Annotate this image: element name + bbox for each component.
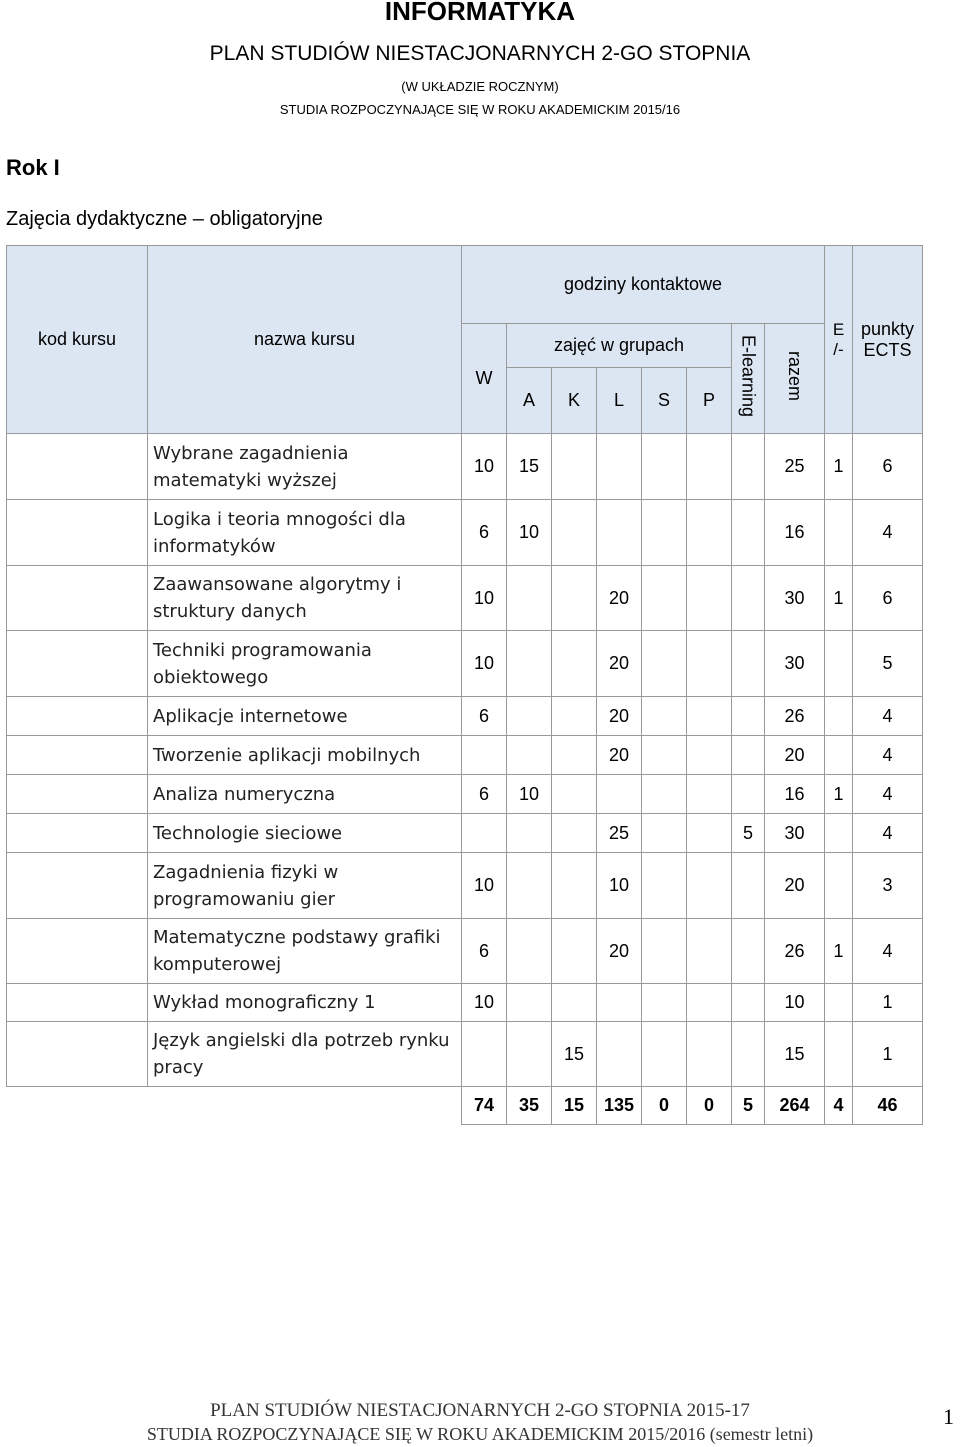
table-row [7,566,923,631]
cell-w: 10 [462,984,507,1022]
cell-l: 20 [597,736,642,775]
table-row [7,434,923,500]
header-a: A [507,368,552,434]
cell-el [732,434,765,500]
course-code-cell [7,434,148,500]
course-name-cell: Zaawansowane algorytmy i struktury danych [148,566,462,631]
cell-el [732,697,765,736]
cell-k [552,984,597,1022]
cell-el [732,775,765,814]
cell-w [462,1022,507,1087]
cell-s [642,775,687,814]
cell-a [507,1022,552,1087]
cell-a [507,919,552,984]
cell-razem: 30 [765,566,825,631]
cell-ects: 6 [853,566,923,631]
cell-e [825,631,853,697]
cell-razem: 15 [765,1022,825,1087]
cell-a: 10 [507,500,552,566]
course-name-cell: Logika i teoria mnogości dla informatyków [148,500,462,566]
cell-razem: 16 [765,500,825,566]
cell-razem: 20 [765,853,825,919]
header-e: E /- [825,246,853,434]
cell-k [552,697,597,736]
cell-p [687,631,732,697]
header-w: W [462,324,507,434]
cell-k [552,775,597,814]
cell-l: 20 [597,631,642,697]
cell-p [687,853,732,919]
cell-razem: 30 [765,814,825,853]
cell-el [732,631,765,697]
cell-ects: 3 [853,853,923,919]
cell-s [642,434,687,500]
cell-ects: 4 [853,736,923,775]
cell-l [597,500,642,566]
cell-l: 20 [597,919,642,984]
cell-k [552,631,597,697]
cell-k [552,434,597,500]
cell-razem: 16 [765,775,825,814]
total-w: 74 [462,1087,507,1125]
table-row [7,631,923,697]
header-ects: punkty ECTS [853,246,923,434]
cell-ects: 4 [853,500,923,566]
cell-w: 10 [462,853,507,919]
cell-razem: 30 [765,631,825,697]
cell-ects: 6 [853,434,923,500]
total-razem: 264 [765,1087,825,1125]
cell-ects: 4 [853,919,923,984]
course-code-cell [7,500,148,566]
cell-l: 10 [597,853,642,919]
document-title: INFORMATYKA [384,0,576,26]
cell-a: 15 [507,434,552,500]
total-l: 135 [597,1087,642,1125]
cell-a [507,697,552,736]
course-code-cell [7,736,148,775]
cell-e [825,1022,853,1087]
cell-p [687,919,732,984]
cell-w: 6 [462,775,507,814]
cell-w: 10 [462,434,507,500]
cell-a [507,814,552,853]
cell-razem: 25 [765,434,825,500]
header-l: L [597,368,642,434]
cell-s [642,814,687,853]
table-row [7,814,923,853]
course-name-cell: Zagadnienia fizyki w programowaniu gier [148,853,462,919]
cell-w [462,736,507,775]
cell-w: 6 [462,697,507,736]
cell-s [642,736,687,775]
header-razem [765,324,825,434]
cell-el [732,736,765,775]
plan-mode: (W UKŁADZIE ROCZNYM) [401,79,559,94]
header-nazwa: nazwa kursu [148,246,462,434]
course-code-cell [7,984,148,1022]
cell-l: 25 [597,814,642,853]
table-row [7,984,923,1022]
cell-ects: 5 [853,631,923,697]
cell-l [597,1022,642,1087]
cell-ects: 1 [853,1022,923,1087]
cell-s [642,1022,687,1087]
cell-p [687,500,732,566]
table-row [7,1022,923,1087]
header-elearning [732,324,765,434]
cell-k [552,919,597,984]
cell-l: 20 [597,697,642,736]
cell-a [507,566,552,631]
cell-ects: 1 [853,984,923,1022]
table-row [7,697,923,736]
cell-w: 6 [462,500,507,566]
course-code-cell [7,697,148,736]
cell-k [552,736,597,775]
course-name-cell: Wybrane zagadnienia matematyki wyższej [148,434,462,500]
course-code-cell [7,1022,148,1087]
cell-ects: 4 [853,814,923,853]
cell-p [687,566,732,631]
course-name-cell: Język angielski dla potrzeb rynku pracy [148,1022,462,1087]
table-row [7,500,923,566]
total-ects: 46 [853,1087,923,1125]
total-e: 4 [825,1087,853,1125]
cell-s [642,566,687,631]
cell-k [552,500,597,566]
course-name-cell: Technologie sieciowe [148,814,462,853]
cell-el [732,853,765,919]
cell-razem: 10 [765,984,825,1022]
total-k: 15 [552,1087,597,1125]
cell-a [507,736,552,775]
course-rows [7,434,923,1125]
cell-p [687,736,732,775]
footer-line-1: PLAN STUDIÓW NIESTACJONARNYCH 2-GO STOPNIA 2015-17 [210,1400,750,1421]
cell-el: 5 [732,814,765,853]
table-row [7,736,923,775]
table-row [7,775,923,814]
cell-a: 10 [507,775,552,814]
cell-s [642,919,687,984]
cell-k [552,814,597,853]
course-code-cell [7,814,148,853]
header-godziny: godziny kontaktowe [462,246,825,324]
header-kod: kod kursu [7,246,148,434]
cell-el [732,1022,765,1087]
course-name-cell: Aplikacje internetowe [148,697,462,736]
page-number: 1 [943,1404,954,1429]
cell-s [642,853,687,919]
cell-e [825,736,853,775]
cell-p [687,434,732,500]
cell-razem: 26 [765,697,825,736]
cell-s [642,984,687,1022]
cell-l: 20 [597,566,642,631]
plan-subtitle: PLAN STUDIÓW NIESTACJONARNYCH 2-GO STOPNIA [209,42,751,65]
cell-e [825,814,853,853]
total-s: 0 [642,1087,687,1125]
course-code-cell [7,566,148,631]
course-table [6,245,923,1125]
header-s: S [642,368,687,434]
cell-p [687,697,732,736]
course-name-cell: Analiza numeryczna [148,775,462,814]
course-code-cell [7,775,148,814]
cell-e [825,853,853,919]
table-row [7,853,923,919]
cell-p [687,984,732,1022]
course-code-cell [7,631,148,697]
cell-ects: 4 [853,697,923,736]
total-el: 5 [732,1087,765,1125]
razem-label: razem [785,350,805,401]
cell-e: 1 [825,919,853,984]
cell-a [507,853,552,919]
cell-k [552,566,597,631]
cell-e [825,697,853,736]
totals-blank [148,1087,462,1125]
cell-s [642,631,687,697]
year-heading: Rok I [6,155,60,180]
cell-razem: 26 [765,919,825,984]
course-name-cell: Tworzenie aplikacji mobilnych [148,736,462,775]
course-code-cell [7,853,148,919]
cell-l [597,984,642,1022]
header-k: K [552,368,597,434]
cell-a [507,984,552,1022]
cell-razem: 20 [765,736,825,775]
group-heading: Zajęcia dydaktyczne – obligatoryjne [6,208,323,230]
cell-e: 1 [825,775,853,814]
cell-s [642,697,687,736]
cell-p [687,1022,732,1087]
footer-line-2: STUDIA ROZPOCZYNAJĄCE SIĘ W ROKU AKADEMICKIM 2015/2016 (semestr letni) [146,1424,814,1444]
cell-w [462,814,507,853]
course-name-cell: Wykład monograficzny 1 [148,984,462,1022]
cell-p [687,775,732,814]
total-a: 35 [507,1087,552,1125]
header-zajec: zajęć w grupach [507,324,732,368]
cell-k [552,853,597,919]
cell-w: 6 [462,919,507,984]
table-row [7,919,923,984]
cell-e [825,500,853,566]
cell-k: 15 [552,1022,597,1087]
course-name-cell: Matematyczne podstawy grafiki komputerowej [148,919,462,984]
cell-el [732,500,765,566]
cell-w: 10 [462,566,507,631]
cell-el [732,919,765,984]
course-name-cell: Techniki programowania obiektowego [148,631,462,697]
cell-w: 10 [462,631,507,697]
header-p: P [687,368,732,434]
totals-blank [7,1087,148,1125]
cell-e: 1 [825,434,853,500]
total-p: 0 [687,1087,732,1125]
elearning-label: E-learning [738,334,759,418]
cell-l [597,775,642,814]
cell-p [687,814,732,853]
course-code-cell [7,919,148,984]
totals-row [7,1087,923,1125]
cell-e: 1 [825,566,853,631]
cell-s [642,500,687,566]
cell-el [732,984,765,1022]
cell-ects: 4 [853,775,923,814]
cell-e [825,984,853,1022]
cell-l [597,434,642,500]
cell-el [732,566,765,631]
plan-start: STUDIA ROZPOCZYNAJĄCE SIĘ W ROKU AKADEMICKIM 2015/16 [279,102,681,117]
cell-a [507,631,552,697]
